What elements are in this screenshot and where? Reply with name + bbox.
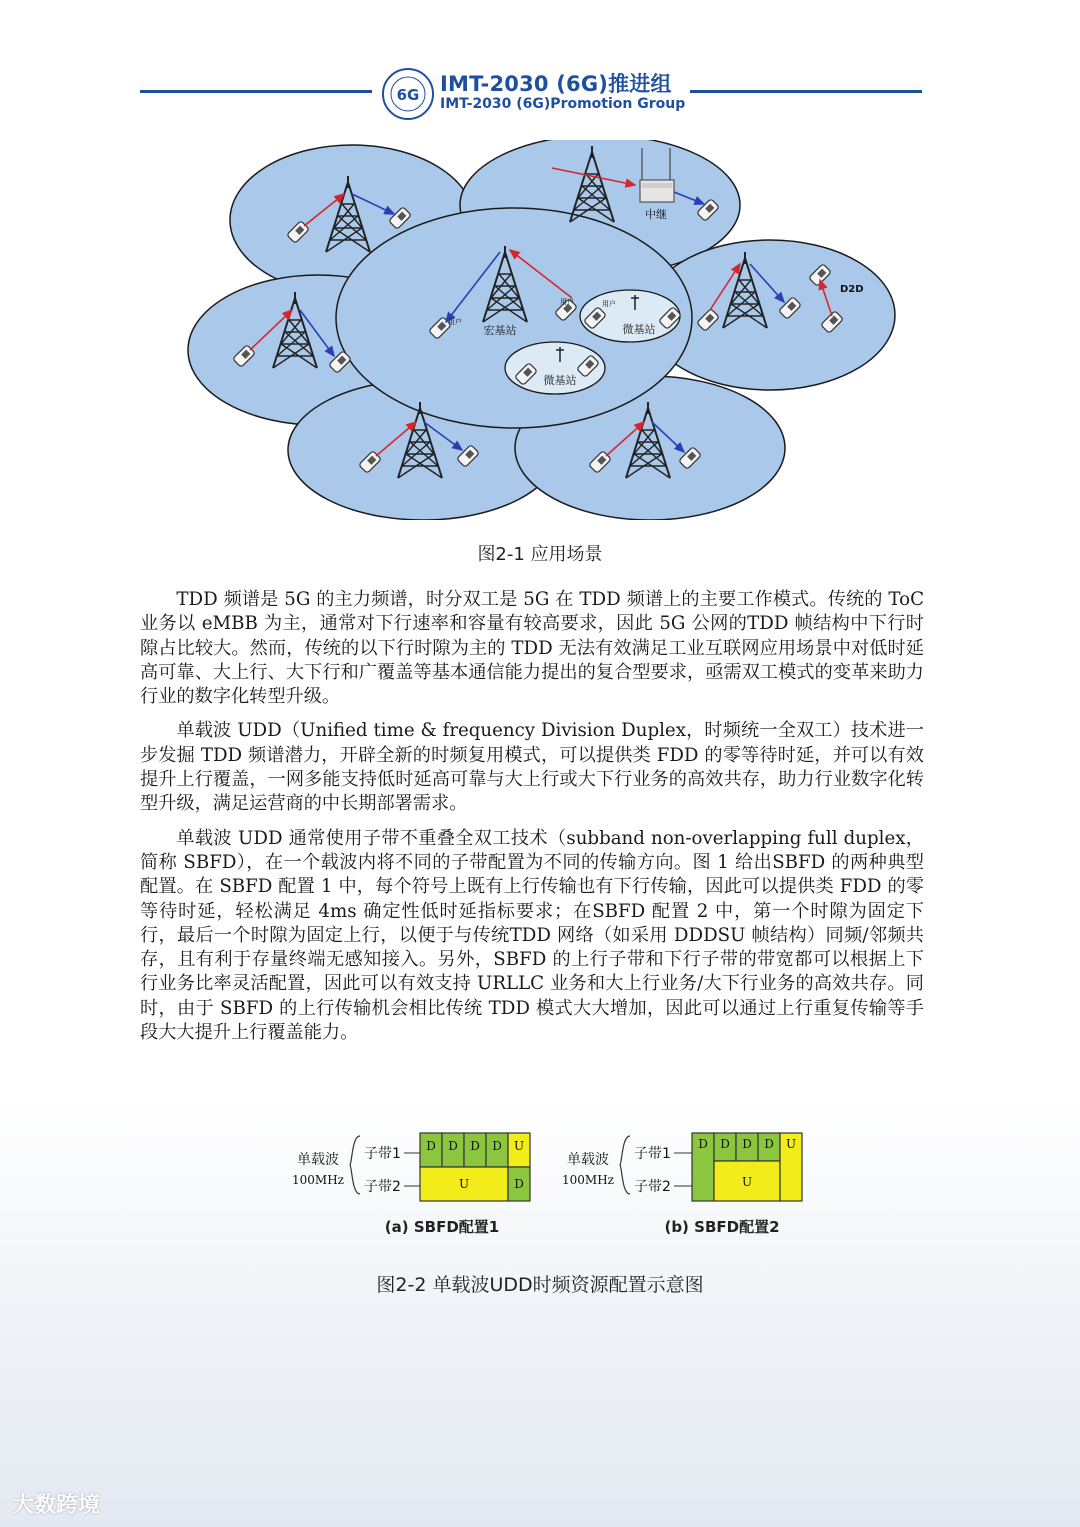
paragraph-1: TDD 频谱是 5G 的主力频谱，时分双工是 5G 在 TDD 频谱上的主要工作模式。传统的 ToC 业务以 eMBB 为主，通常对下行速率和容量有较高要求，因此 5G 公网的TDD 帧结构中下行时隙占比较大。然而，传统的以下行时隙为主的 TDD 无法有效满足工业互联网应用场景中对低时延高可靠、大上行、大下行和广覆盖等基本通信能力提出的复合型要求，亟需双工模式的变革来助力行业的数字化转型升级。 <box>140 589 924 708</box>
cfg2-last: U <box>785 1137 797 1151</box>
label-user-1: 用户 <box>448 318 462 326</box>
subband2-label-a: 子带2 <box>364 1179 401 1195</box>
svg-text:6G: 6G <box>396 86 420 104</box>
config-a-caption: (a) SBFD配置1 <box>384 1218 500 1236</box>
cfg2-cell-4: D <box>764 1137 774 1151</box>
subband1-label-b: 子带1 <box>634 1146 671 1162</box>
cfg2-cell-3: D <box>742 1137 752 1151</box>
config-b-caption: (b) SBFD配置2 <box>664 1218 780 1236</box>
label-macro-station: 宏基站 <box>483 324 517 337</box>
cfg1-row2-main: U <box>458 1177 470 1191</box>
paragraph-2: 单载波 UDD（Unified time & frequency Division Duplex，时频统一全双工）技术进一步发掘 TDD 频谱潜力，开辟全新的时频复用模式，可以提供类 FDD 的零等待时延，并可以有效提升上行覆盖，一网多能支持低时延高可靠与大上行或大下行业务的高效共存，助力行业数字化转型升级，满足运营商的中长期部署需求。 <box>140 720 924 815</box>
body-text <box>140 588 924 1055</box>
figure-2-caption: 图2-2 单载波UDD时频资源配置示意图 <box>376 1274 704 1296</box>
header-subtitle: IMT-2030 (6G)Promotion Group <box>440 96 686 112</box>
cfg1-cell-3: D <box>470 1139 480 1153</box>
subband1-label-a: 子带1 <box>364 1146 401 1162</box>
cfg1-cell-4: D <box>492 1139 502 1153</box>
label-relay: 中继 <box>645 208 667 221</box>
carrier-label-b: 单载波 <box>567 1152 609 1168</box>
cfg1-cell-1: D <box>426 1139 436 1153</box>
cfg1-cell-2: D <box>448 1139 458 1153</box>
label-user-3: 用户 <box>560 298 574 306</box>
label-user-2: 用户 <box>602 300 616 308</box>
watermark <box>12 1488 100 1519</box>
cfg2-u-block: U <box>741 1175 753 1189</box>
cfg2-cell-2: D <box>720 1137 730 1151</box>
watermark-text: 大数跨境 <box>12 1493 101 1518</box>
header-rule-right <box>690 90 922 93</box>
cfg2-cell-1: D <box>698 1137 708 1151</box>
label-d2d: D2D <box>840 284 864 295</box>
bandwidth-label-a: 100MHz <box>292 1173 344 1187</box>
figure-1-caption: 图2-1 应用场景 <box>477 544 603 565</box>
label-micro-station-2: 微基站 <box>543 374 577 387</box>
bandwidth-label-b: 100MHz <box>562 1173 614 1187</box>
cfg1-cell-5: U <box>513 1139 525 1153</box>
header-title: IMT-2030 (6G)推进组 <box>440 72 672 96</box>
label-micro-station-1: 微基站 <box>622 323 656 336</box>
cfg1-row2-last: D <box>514 1177 524 1191</box>
application-scenario-figure <box>180 140 900 520</box>
imt2030-logo-icon <box>380 66 436 122</box>
sbfd-config-figure <box>280 1128 820 1248</box>
subband2-label-b: 子带2 <box>634 1179 671 1195</box>
paragraph-3: 单载波 UDD 通常使用子带不重叠全双工技术（subband non-overlapping full duplex，简称 SBFD），在一个载波内将不同的子带配置为不同的传输方向。图 1 给出SBFD 的两种典型配置。在 SBFD 配置 1 中，每个符号上既有上行传输也有下行传输，因此可以提供类 FDD 的零等待时延，轻松满足 4ms 确定性低时延指标要求；在SBFD 配置 2 中，第一个时隙为固定下行，最后一个时隙为固定上行，以便于与传统TDD 网络（如采用 DDDSU 帧结构）同频/邻频共存，且有利于存量终端无感知接入。另外，SBFD 的上行子带和下行子带的带宽都可以根据上下行业务比率灵活配置，因此可以有效支持 URLLC 业务和大上行业务/大下行业务的高效共存。同时，由于 SBFD 的上行传输机会相比传统 TDD 模式大大增加，因此可以通过上行重复传输等手段大大提升上行覆盖能力。 <box>140 827 924 1044</box>
header-rule-left <box>140 90 372 93</box>
carrier-label-a: 单载波 <box>297 1152 339 1168</box>
page-header <box>0 62 1080 122</box>
